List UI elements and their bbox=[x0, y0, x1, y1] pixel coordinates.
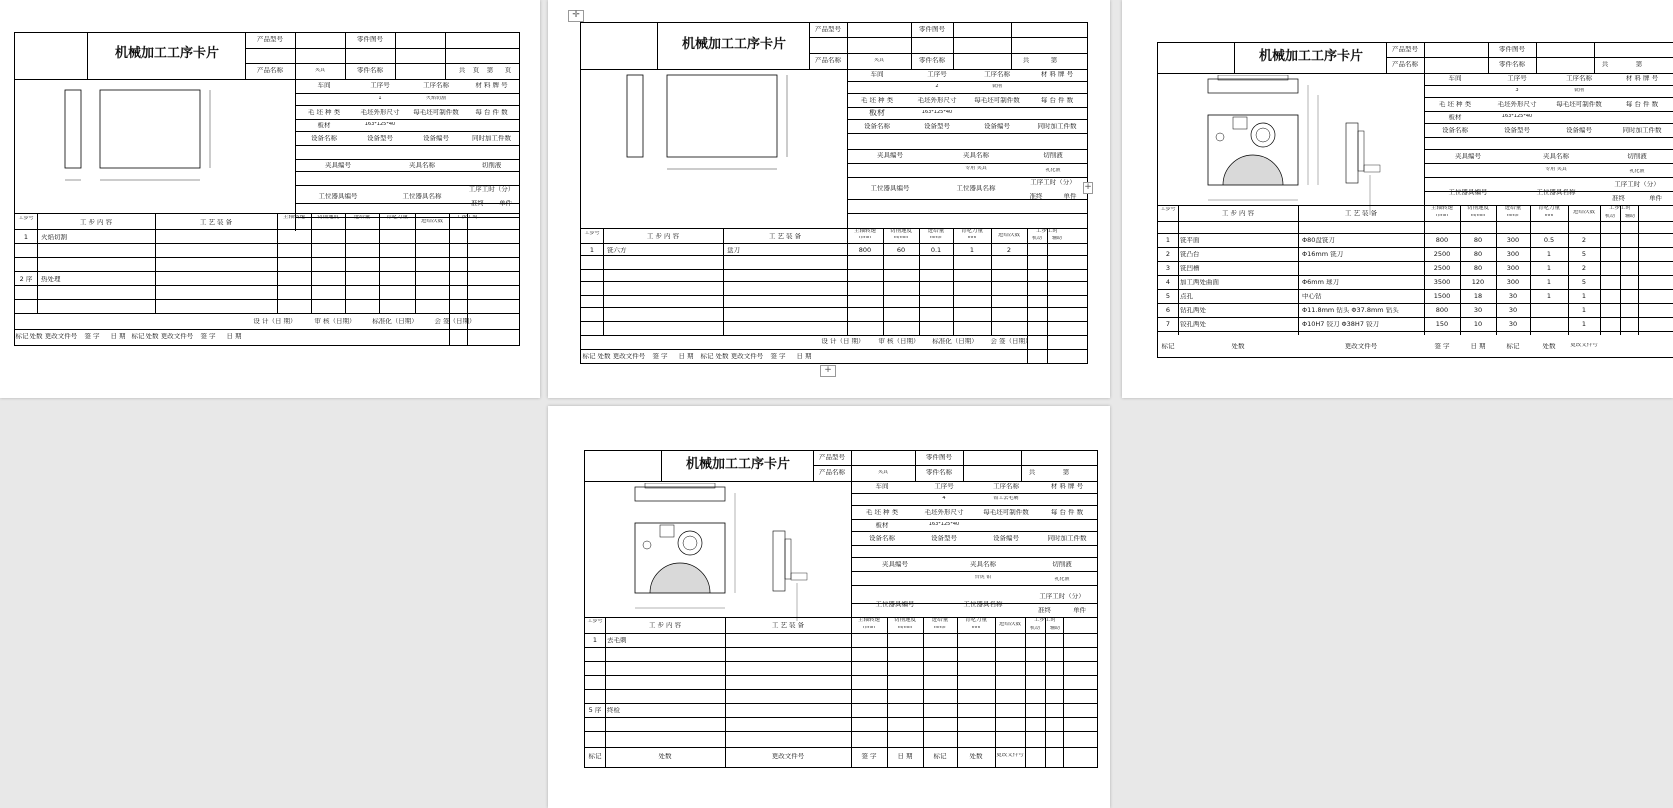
part-drawing bbox=[621, 73, 841, 193]
page-2 bbox=[548, 0, 1110, 398]
process-card-3: 机械加工工序卡片 产品型号 零件图号 产品名称 零件名称 共 第 车间 工序号 工序名称 材 料 牌 号 3 铣削 毛 坯 种 类 毛坯外形尺寸 每毛坯可制件数 每 台 件 数 板材 163*125*40 设备名称 设备型号 设备编号 同时加工件数 夹具编号 夹具名称 切削液 专用 夹具 乳化液 工位器具编号 工位器具名称 工序工时（分） 准终 单件 工步号 工 步 内 容 工 艺 装 备 主轴转速 切削速度 进给量 背吃刀量 进给次数 工步工时 r/min m/min mm/r mm 机动 辅助 1 铣平面 Φ80盘铣刀 800 80 300 0.5 2 2 铣凸台 Φ16mm 铣刀 2500 80 300 1 5 3 铣凹槽 2500 80 300 1 2 4 加工两处曲面 Φ6mm 球刀 3500 120 300 1 5 5 点孔 中心钻 1500 18 30 1 1 6 钻孔两处 Φ11.8mm 钻头 Φ37.8mm 钻头 800 30 30 1 7 铰孔两处 Φ10H7 铰刀 Φ38H7 铰刀 150 10 30 1 标记 处数 更改文件号 签 字 日 期 标记 处数 更改文件号 bbox=[1157, 42, 1673, 358]
add-column-button[interactable]: + bbox=[1084, 182, 1092, 192]
part-drawing-label: 零件图号 bbox=[357, 36, 383, 43]
part-drawing bbox=[1178, 75, 1408, 215]
card-title: 机械加工工序卡片 bbox=[685, 457, 790, 472]
part-drawing bbox=[55, 88, 275, 198]
part-name-label: 零件名称 bbox=[357, 67, 383, 74]
card-title: 机械加工工序卡片 bbox=[114, 46, 219, 61]
add-row-button[interactable]: + bbox=[820, 365, 836, 377]
card-title: 机械加工工序卡片 bbox=[681, 37, 786, 52]
product-name-label: 产品名称 bbox=[257, 67, 283, 74]
card-title: 机械加工工序卡片 bbox=[1258, 49, 1363, 64]
process-card-1: 机械加工工序卡片 产品型号 零件图号 产品名称 夹具 零件名称 共 页 第 页 车间 工序号 工序名称 材 料 牌 号 1 火焰切割 毛 坯 种 类 毛坯外形尺寸 每毛坯可制件数 每 台 件 数 板材 163*125*40 设备名称 设备型号 设备编号 同时加工件数 夹具编号 夹具名称 切削液 工位器具编号 工位器具名称 工序工时（分） 准终 单件 工步号 工 步 内 容 工 艺 装 备 主轴转速 切削速度 进给量 背吃刀量 进给次数 工步工时 1 火焰切割 2 序 热处理 设 计（日 期） 审 核（日期） 标准化（日期） 会 签（日期） 标记 处数 更改文件号 签 字 日 期 标记 处数 更改文件号 签 字 日 期 bbox=[14, 32, 520, 346]
process-card-2: 机械加工工序卡片 产品型号 零件图号 产品名称 夹具 零件名称 共 第 车间 工序号 工序名称 材 料 牌 号 2 铣削 毛 坯 种 类 毛坯外形尺寸 每毛坯可制件数 每 台 件 数 板材 163*125*40 设备名称 设备型号 设备编号 同时加工件数 夹具编号 夹具名称 切削液 专用 夹具 乳化液 工位器具编号 工位器具名称 工序工时（分） 准终 单件 工步号 工 步 内 容 工 艺 装 备 主轴转速 切削速度 进给量 背吃刀量 进给次数 工步工时 r/min m/min mm/r mm 机动 辅助 1 铣六方 盘刀 800 60 0.1 1 2 设 计（日 期） 审 核（日期） 标准化（日期） 会 签（日期） 标记 处数 更改文件号 签 字 日 期 标记 处数 更改文件号 签 字 日 期 bbox=[580, 22, 1088, 364]
part-drawing bbox=[605, 483, 835, 623]
page-1 bbox=[0, 0, 540, 398]
page-3 bbox=[1122, 0, 1673, 398]
page-4 bbox=[548, 406, 1110, 808]
product-name-value: 夹具 bbox=[314, 68, 325, 73]
total-pages: 共 bbox=[458, 67, 466, 74]
product-model-label: 产品型号 bbox=[257, 36, 283, 43]
move-handle-icon[interactable]: ✛ bbox=[568, 10, 584, 22]
process-card-4: 机械加工工序卡片 产品型号 零件图号 产品名称 夹具 零件名称 共 第 车间 工序号 工序名称 材 料 牌 号 4 钳工去毛刺 毛 坯 种 类 毛坯外形尺寸 每毛坯可制件数 每 台 件 数 板材 163*125*40 设备名称 设备型号 设备编号 同时加工件数 夹具编号 夹具名称 切削液 台虎 钳 乳化液 工位器具编号 工位器具名称 工序工时（分） 准终 单件 工步号 工 步 内 容 工 艺 装 备 主轴转速 切削速度 进给量 背吃刀量 进给次数 工步工时 r/min m/min mm/r mm 机动 辅助 1 去毛刺 5 序 终检 标记 处数 更改文件号 签 字 日 期 标记 处数 更改文件号 bbox=[584, 450, 1098, 768]
